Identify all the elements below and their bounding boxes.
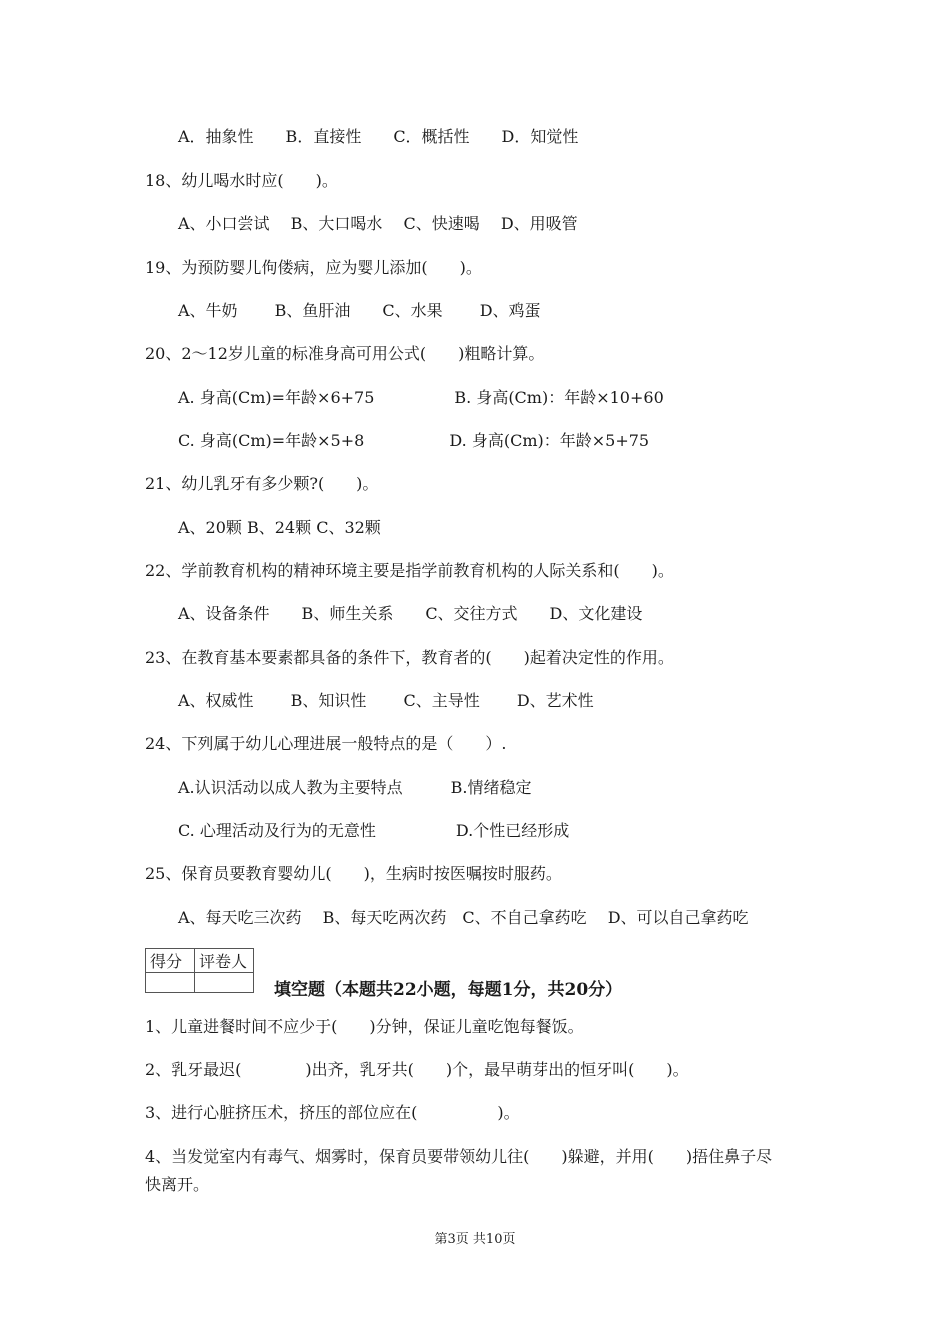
answer-options: A. 身高(Cm)=年龄×6+75 B. 身高(Cm)：年龄×10+60 (178, 388, 664, 407)
question-text: 23、在教育基本要素都具备的条件下，教育者的( )起着决定性的作用。 (145, 648, 674, 667)
score-cell (146, 973, 195, 993)
answer-options: C. 身高(Cm)=年龄×5+8 D. 身高(Cm)：年龄×5+75 (178, 431, 650, 450)
section-title: 填空题（本题共22小题，每题1分，共20分） (274, 980, 623, 1000)
question-text: 快离开。 (145, 1175, 210, 1194)
page-footer: 第3页 共10页 (434, 1232, 516, 1247)
answer-options: C. 心理活动及行为的无意性 D.个性已经形成 (178, 821, 570, 840)
answer-options: A、20颗 B、24颗 C、32颗 (178, 518, 381, 537)
question-text: 25、保育员要教育婴幼儿( )，生病时按医嘱按时服药。 (145, 864, 562, 883)
answer-options: A.认识活动以成人教为主要特点 B.情绪稳定 (178, 778, 532, 797)
question-text: 18、幼儿喝水时应( )。 (145, 171, 338, 190)
answer-options: A、牛奶 B、鱼肝油 C、水果 D、鸡蛋 (178, 301, 541, 320)
question-text: 20、2～12岁儿童的标准身高可用公式( )粗略计算。 (145, 344, 545, 363)
question-text: 4、当发觉室内有毒气、烟雾时，保育员要带领幼儿往( )躲避，并用( )捂住鼻子尽 (145, 1147, 773, 1166)
question-text: 24、下列属于幼儿心理进展一般特点的是（ ）. (145, 734, 507, 753)
question-text: 21、幼儿乳牙有多少颗?( )。 (145, 474, 379, 493)
grader-label: 评卷人 (195, 949, 254, 973)
answer-options: A．抽象性 B．直接性 C．概括性 D．知觉性 (178, 127, 579, 146)
question-text: 1、儿童进餐时间不应少于( )分钟，保证儿童吃饱每餐饭。 (145, 1017, 584, 1036)
question-text: 22、学前教育机构的精神环境主要是指学前教育机构的人际关系和( )。 (145, 561, 674, 580)
grader-cell (195, 973, 254, 993)
score-table (145, 948, 254, 993)
question-text: 2、乳牙最迟( )出齐，乳牙共( )个，最早萌芽出的恒牙叫( )。 (145, 1060, 689, 1079)
question-text: 3、进行心脏挤压术，挤压的部位应在( )。 (145, 1103, 520, 1122)
answer-options: A、设备条件 B、师生关系 C、交往方式 D、文化建设 (178, 604, 643, 623)
answer-options: A、权威性 B、知识性 C、主导性 D、艺术性 (178, 691, 594, 710)
question-text: 19、为预防婴儿佝偻病，应为婴儿添加( )。 (145, 258, 482, 277)
answer-options: A、每天吃三次药 B、每天吃两次药 C、不自己拿药吃 D、可以自己拿药吃 (178, 908, 749, 927)
answer-options: A、小口尝试 B、大口喝水 C、快速喝 D、用吸管 (178, 214, 578, 233)
score-label: 得分 (146, 949, 195, 973)
